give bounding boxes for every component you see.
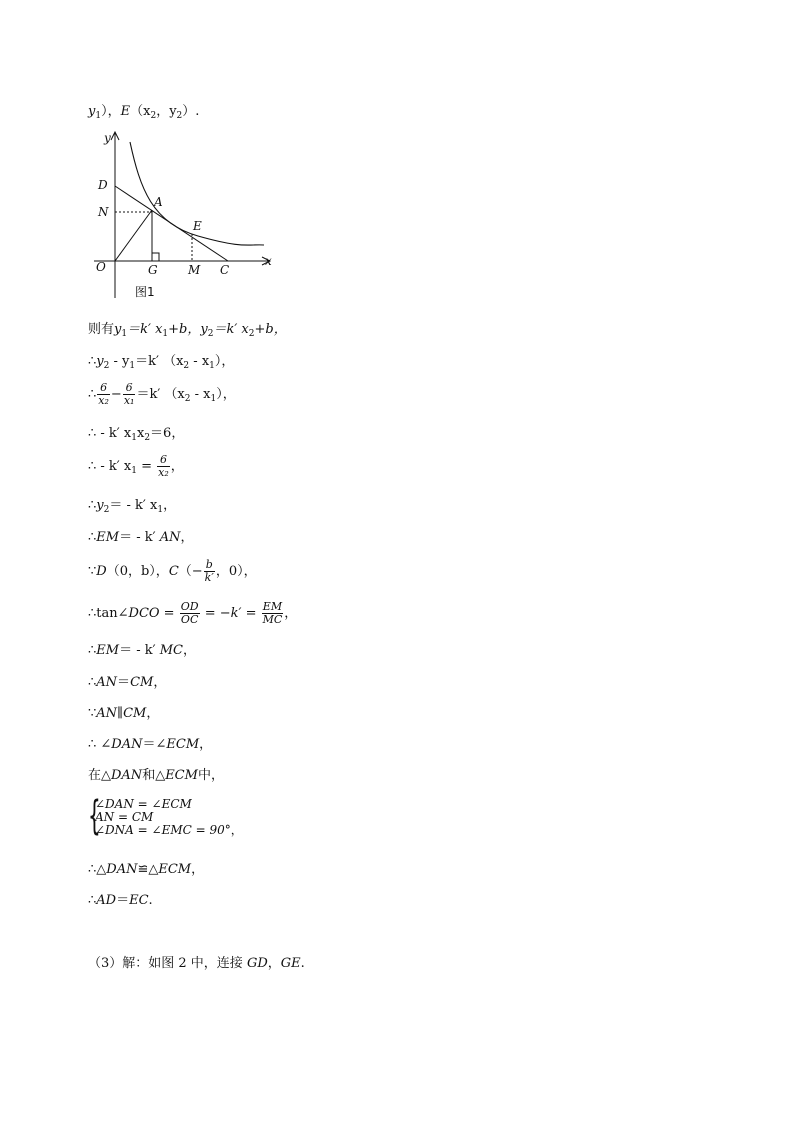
system-row-1: ∠DAN = ∠ECM	[95, 797, 192, 811]
text-line-7: ∴EM＝ - k′ AN，	[88, 530, 194, 545]
label-c: C	[220, 263, 230, 277]
label-o: O	[96, 260, 106, 274]
label-e: E	[193, 219, 202, 233]
text-line-16: ∴AD＝EC.	[88, 893, 153, 908]
label-m: M	[188, 263, 201, 277]
label-y: y	[104, 131, 111, 145]
text-line-13: ∴ ∠DAN＝∠ECM，	[88, 737, 213, 752]
text-line-top: $y_1$），$E(x_2$，$y_2$）.	[88, 104, 200, 121]
right-angle-mark	[152, 253, 159, 261]
text-line-14: 在△DAN和△ECM中，	[88, 768, 224, 783]
text-line-2: $\therefore y_2 - y_1=k'$ $(x_2 - x_1)$，	[88, 354, 235, 371]
figure-caption: 图1	[135, 285, 155, 299]
text-line-10: ∴EM＝ - k′ MC，	[88, 643, 196, 658]
text-line-3: ∴ $\frac{6}{\text{x₂}}$ − $\frac{6}{\text{x₁}}$ ＝k′ $(x_2 - x_1)$，	[88, 381, 236, 407]
label-d: D	[98, 178, 108, 192]
text-line-4: ∴ - k′ $x_1x_2=6$，	[88, 426, 185, 443]
figure-1-diagram	[88, 128, 288, 308]
label-a: A	[154, 195, 163, 209]
system-row-3: ∠DNA = ∠EMC = 90°，	[95, 823, 243, 837]
text-line-11: ∴AN＝CM，	[88, 675, 167, 690]
line-dc	[115, 186, 228, 261]
left-brace: {	[88, 793, 101, 839]
text-line-5: ∴ - k′ $x_1$ = $\frac{6}{\text{x₂}}$ ，	[88, 453, 184, 479]
label-g: G	[148, 263, 158, 277]
text-line-6: $\therefore y_2= - k'$ $x_1$，	[88, 498, 177, 515]
line-oa	[115, 210, 152, 261]
text-line-15: ∴△DAN≌△ECM，	[88, 862, 205, 877]
text-line-1: 则有$y_1=k'$ $x_1+b$，$y_2=k'$ $x_2+b$，	[88, 322, 287, 339]
text-line-8: ∵D（0，b），C（− $\frac{b}{k'}$ ，0），	[88, 558, 257, 584]
text-line-12: ∵AN∥CM，	[88, 706, 160, 721]
text-line-9: ∴tan∠DCO = $\frac{OD}{OC}$ = −k′ = $\frac{EM}{MC}$ ，	[88, 600, 298, 626]
text-line-17: （3）解：如图 2 中，连接 GD，GE.	[88, 956, 305, 971]
label-n: N	[98, 205, 109, 219]
label-x: x	[265, 254, 272, 268]
system-row-2: AN = CM	[95, 810, 154, 824]
